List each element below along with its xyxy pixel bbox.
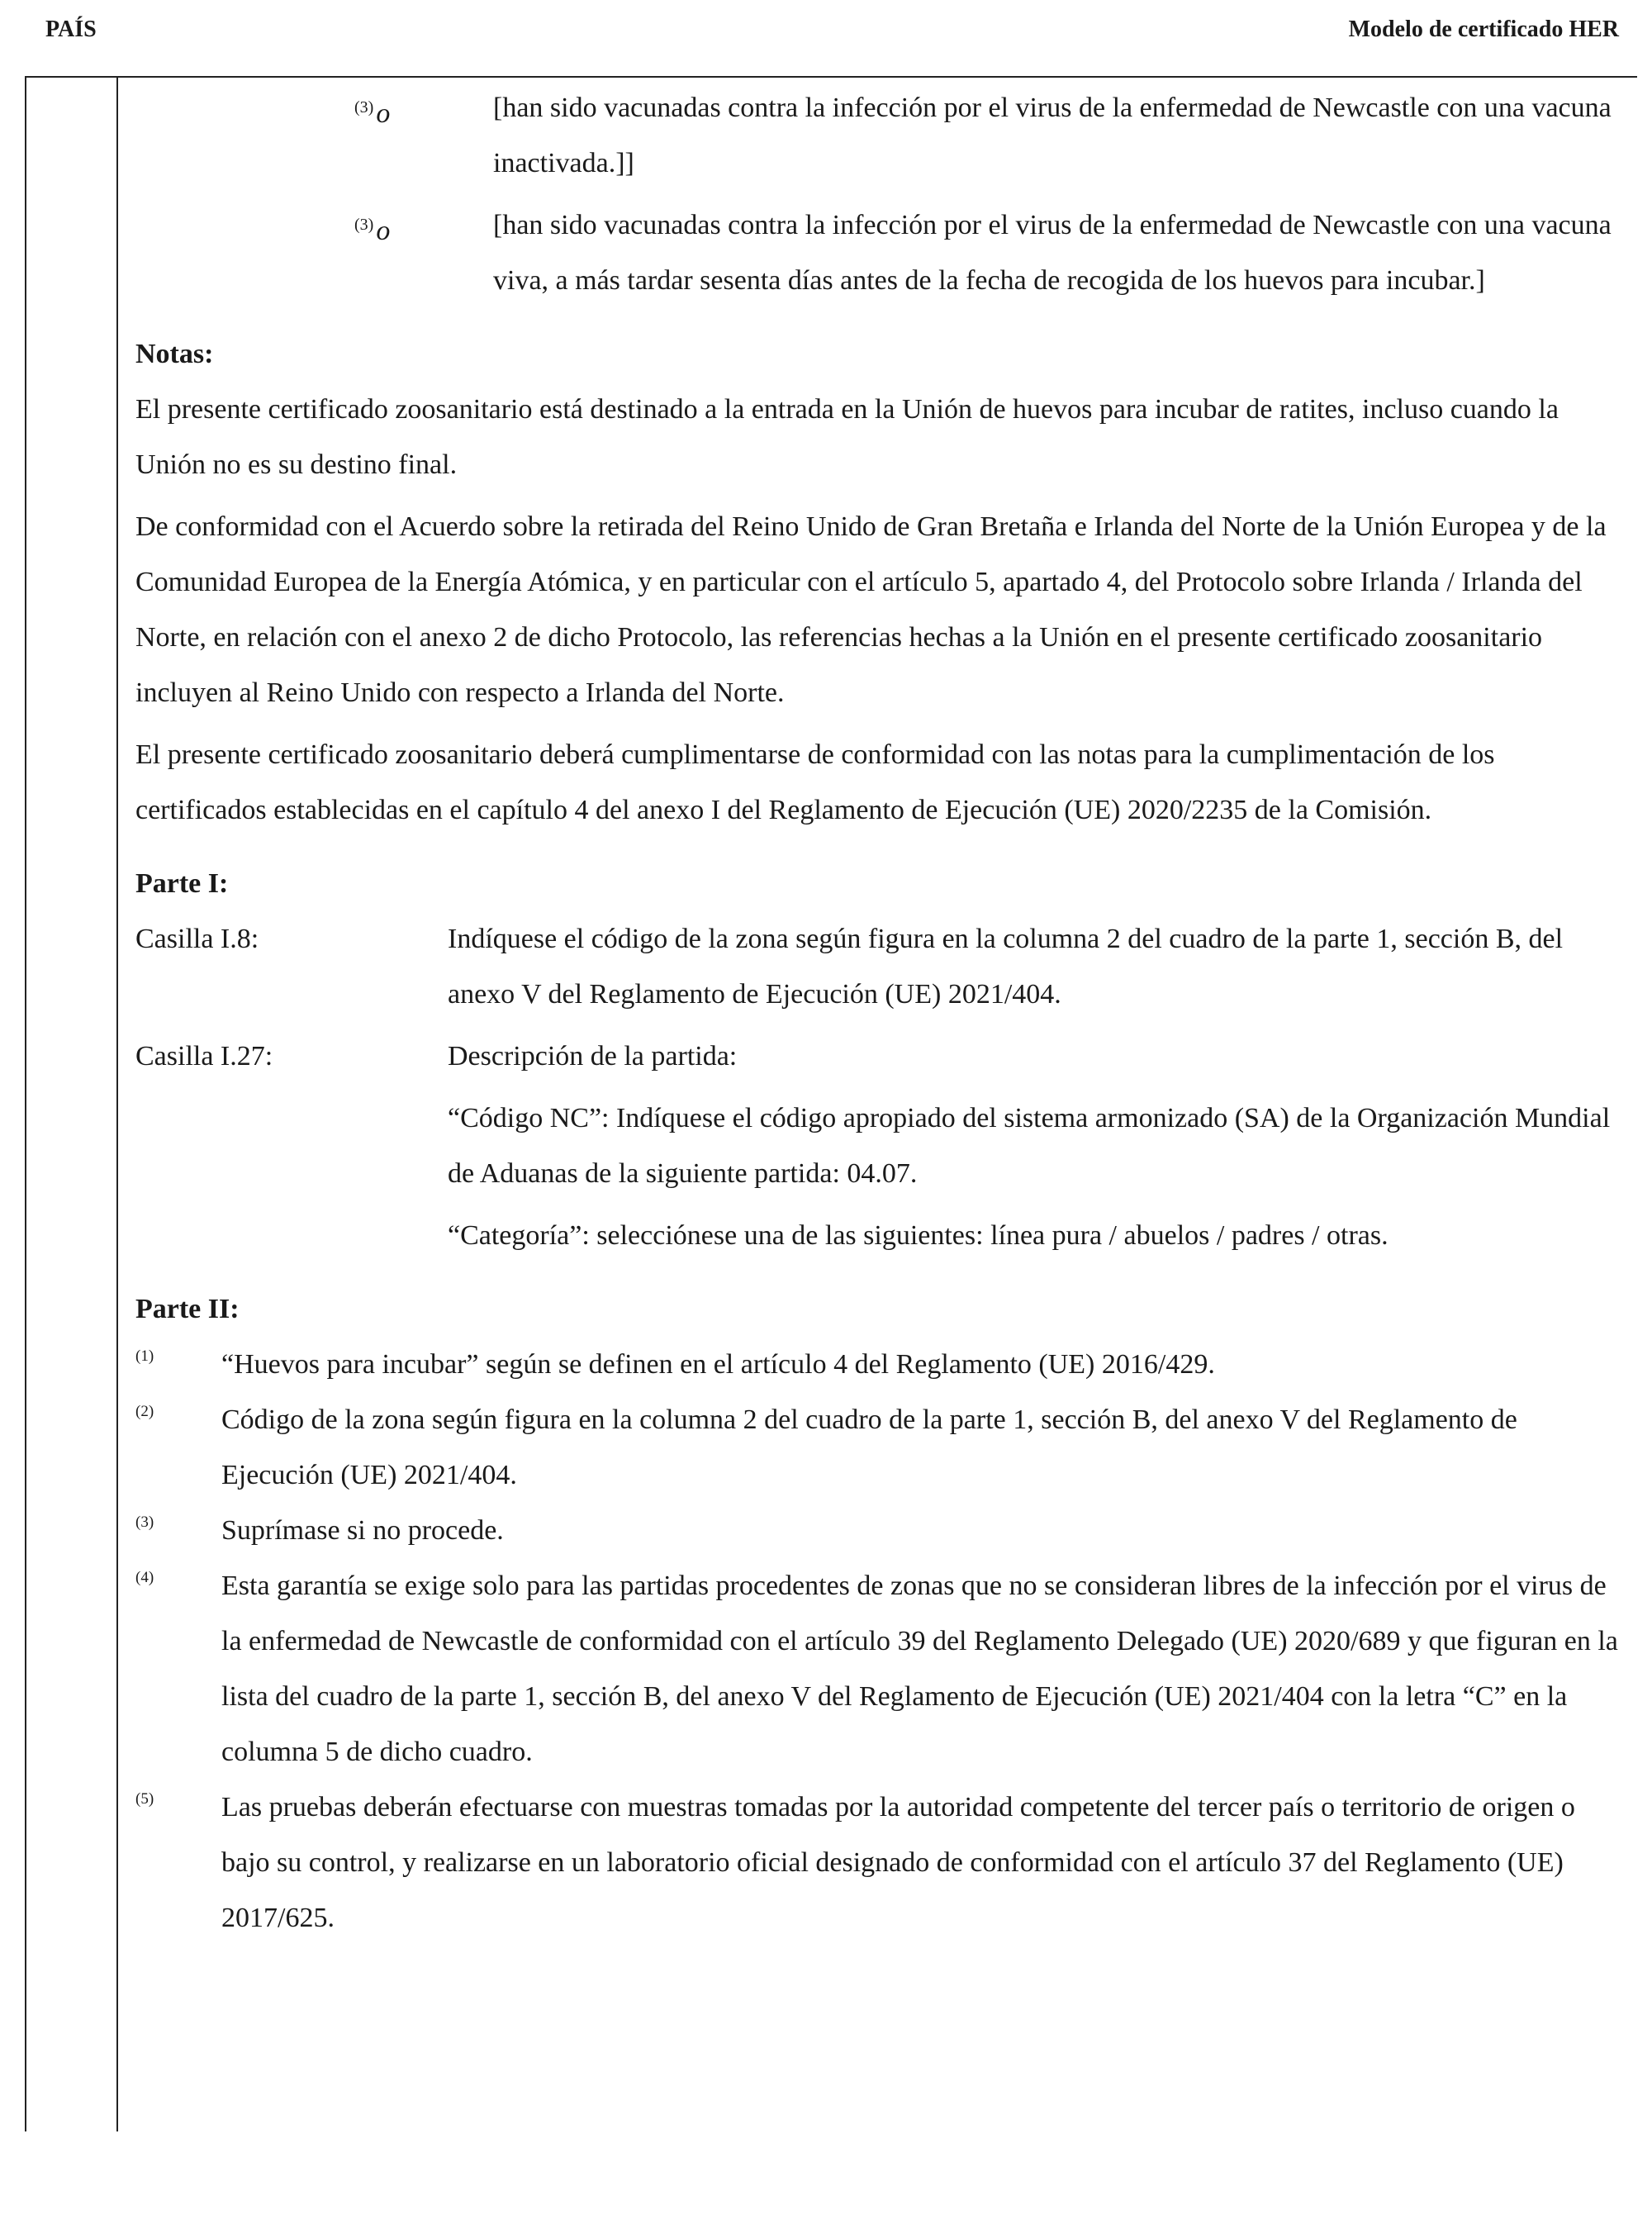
footnote-number: (5) bbox=[135, 1790, 154, 1808]
casilla-i8 bbox=[135, 911, 1622, 1022]
notes-paragraph: De conformidad con el Acuerdo sobre la retirada del Reino Unido de Gran Bretaña e Irlanda del Norte de la Unión Europea y de la Comunidad Europea de la Energía Atómica, y en particular con el artículo 5, apartado 4, del Protocolo sobre Irlanda / Irlanda del Norte, en relación con el anexo 2 de dicho Protocolo, las referencias hechas a la Unión en el presente certificado zoosanitario incluyen al Reino Unido con respecto a Irlanda del Norte. bbox=[135, 511, 1607, 708]
footnote-text: Esta garantía se exige solo para las partidas procedentes de zonas que no se consideran libres de la infección por el virus de la enfermedad de Newcastle de conformidad con el artículo 39 del Reglamento Delegado (UE) 2020/689 y que figuran en la lista del cuadro de la parte 1, sección B, del anexo V del Reglamento de Ejecución (UE) 2021/404 con la letra “C” en la columna 5 de dicho cuadro. bbox=[221, 1571, 1618, 1767]
casilla-text: Descripción de la partida: bbox=[448, 1041, 738, 1072]
part2-title: Parte II: bbox=[135, 1294, 240, 1324]
footnote-number: (3) bbox=[135, 1514, 154, 1531]
alternative-text: [han sido vacunadas contra la infección por el virus de la enfermedad de Newcastle con una vacuna inactivada.]] bbox=[493, 93, 1612, 178]
alternative-text: [han sido vacunadas contra la infección por el virus de la enfermedad de Newcastle con una vacuna viva, a más tardar sesenta días antes de la fecha de recogida de los huevos para incubar.] bbox=[493, 210, 1612, 296]
footnote-text: Las pruebas deberán efectuarse con muestras tomadas por la autoridad competente del tercer país o territorio de origen o bajo su control, y realizarse en un laboratorio oficial designado de conformidad con el artículo 37 del Reglamento (UE) 2017/625. bbox=[221, 1792, 1575, 1933]
certificate-body bbox=[135, 76, 1622, 1946]
notes-paragraph: El presente certificado zoosanitario deberá cumplimentarse de conformidad con las notas para la cumplimentación de los certificados establecidas en el capítulo 4 del anexo I del Reglamento de Ejecución (UE) 2020/2235 de la Comisión. bbox=[135, 739, 1495, 825]
notes-paragraph: El presente certificado zoosanitario está destinado a la entrada en la Unión de huevos para incubar de ratites, incluso cuando la Unión no es su destino final. bbox=[135, 394, 1559, 480]
footnote-number: (2) bbox=[135, 1403, 154, 1420]
footnote-number: (4) bbox=[135, 1569, 154, 1586]
footnote bbox=[135, 1337, 1622, 1392]
alternative-marker: $^{(3)}$o bbox=[354, 216, 391, 246]
footnote bbox=[135, 1780, 1622, 1946]
notes-title: Notas: bbox=[135, 339, 214, 369]
alternative-marker: $^{(3)}$o bbox=[354, 98, 391, 129]
footnote-number: (1) bbox=[135, 1347, 154, 1365]
footnote-text: Código de la zona según figura en la columna 2 del cuadro de la parte 1, sección B, del anexo V del Reglamento de Ejecución (UE) 2021/404. bbox=[221, 1404, 1517, 1490]
footnote-text: Suprímase si no procede. bbox=[221, 1515, 504, 1546]
table-left-border bbox=[25, 76, 26, 2131]
header-country: PAÍS bbox=[45, 17, 97, 42]
footnote-text: “Huevos para incubar” según se definen en el artículo 4 del Reglamento (UE) 2016/429. bbox=[221, 1349, 1215, 1380]
casilla-label: Casilla I.27: bbox=[135, 1041, 273, 1072]
footnote bbox=[135, 1558, 1622, 1780]
casilla-i27 bbox=[135, 1029, 1622, 1263]
header-model: Modelo de certificado HER bbox=[1348, 17, 1619, 42]
alternative-inactivated bbox=[135, 80, 1622, 191]
casilla-text: Indíquese el código de la zona según figura en la columna 2 del cuadro de la parte 1, sección B, del anexo V del Reglamento de Ejecución (UE) 2021/404. bbox=[448, 924, 1564, 1010]
casilla-text: “Categoría”: selecciónese una de las siguientes: línea pura / abuelos / padres / otras. bbox=[448, 1220, 1389, 1251]
footnote bbox=[135, 1503, 1622, 1558]
alternative-live-vaccine bbox=[135, 197, 1622, 308]
footnote bbox=[135, 1392, 1622, 1503]
casilla-text: “Código NC”: Indíquese el código apropiado del sistema armonizado (SA) de la Organización Mundial de Aduanas de la siguiente partida: 04.07. bbox=[448, 1103, 1611, 1189]
table-column-divider bbox=[116, 76, 118, 2131]
part1-title: Parte I: bbox=[135, 868, 229, 899]
casilla-label: Casilla I.8: bbox=[135, 924, 259, 954]
